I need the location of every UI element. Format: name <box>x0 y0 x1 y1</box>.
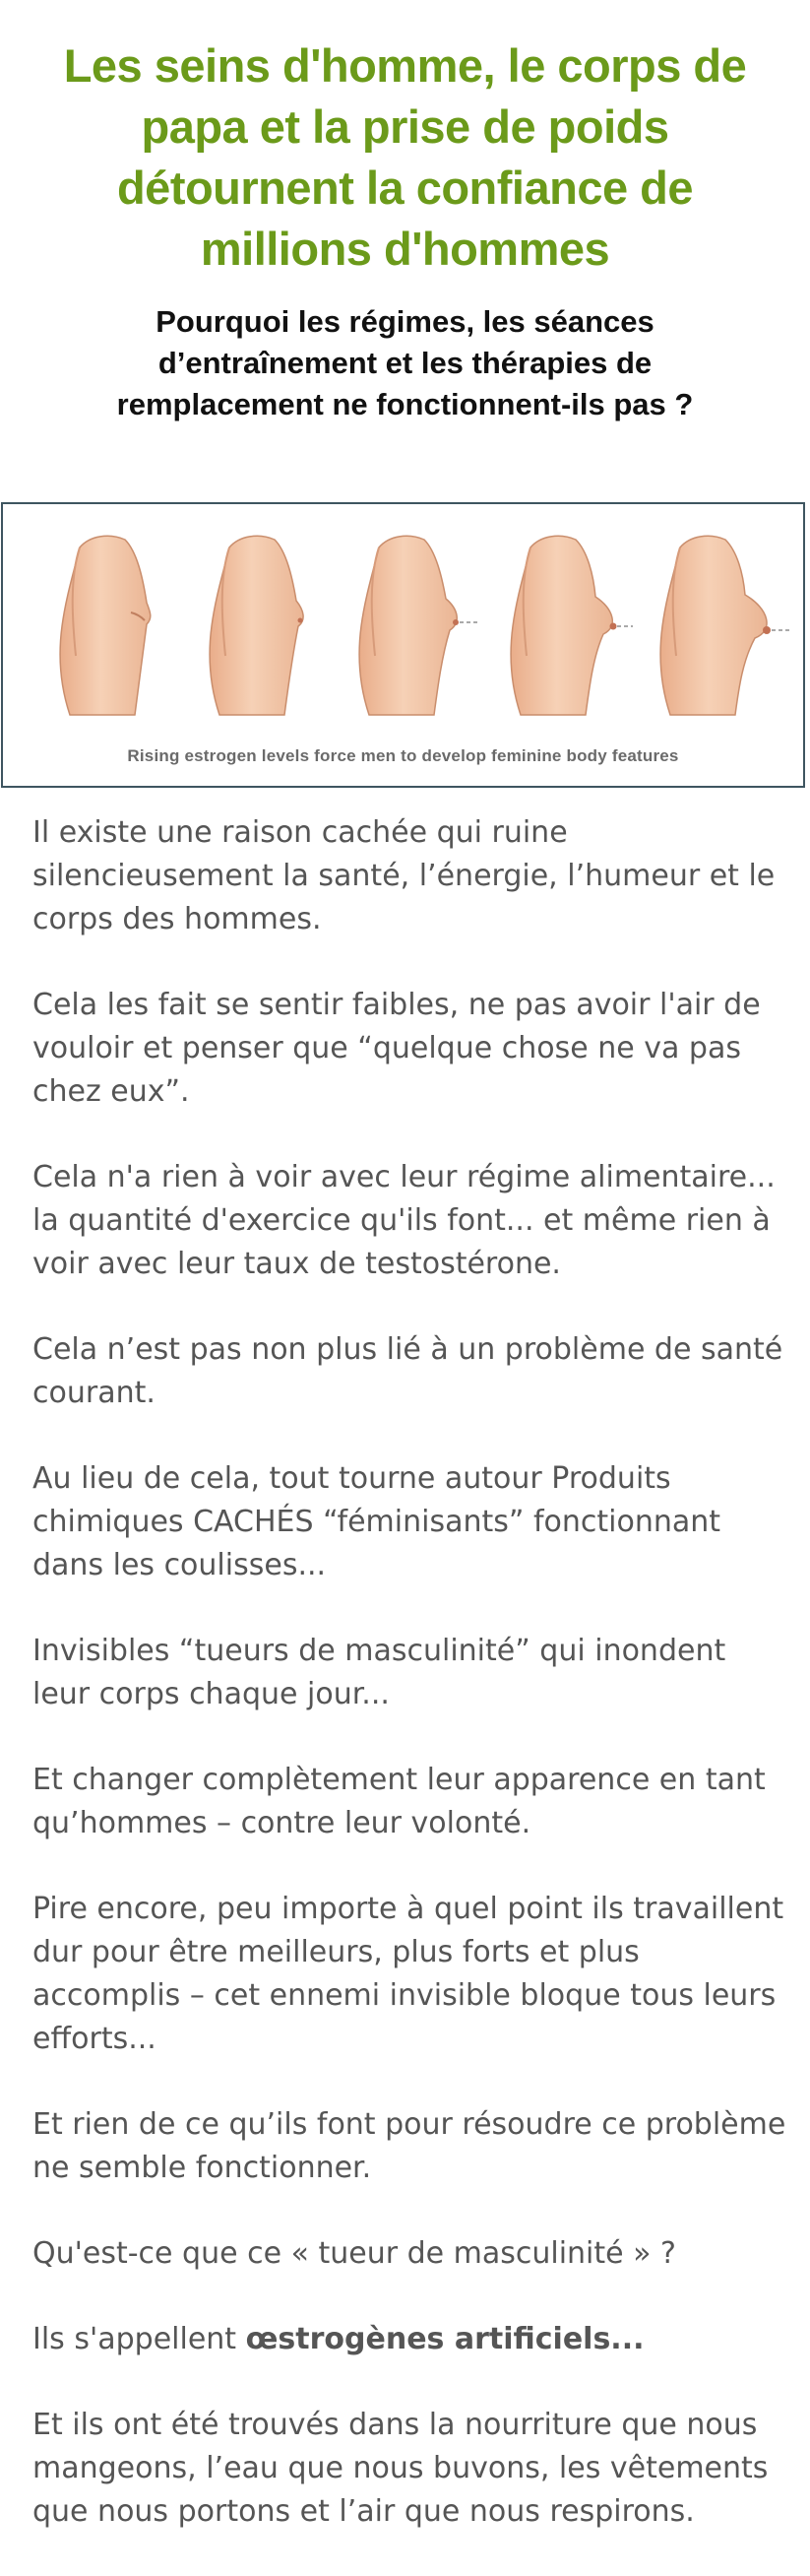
paragraph-7: Et changer complètement leur apparence en tant qu’hommes – contre leur volonté. <box>32 1763 766 1840</box>
headline: Les seins d'homme, le corps de papa et la prise de poids détournent la confiance de millions d'hommes <box>63 39 747 275</box>
paragraph-5: Au lieu de cela, tout tourne autour Produits chimiques CACHÉS “féminisants” fonctionnant dans les coulisses... <box>32 1461 721 1582</box>
paragraph-final: Et ils ont été trouvés dans la nourriture que nous mangeons, l’eau que nous buvons, les vêtements que nous portons et l’air que nous respirons. <box>32 2408 769 2529</box>
paragraph-1: Il existe une raison cachée qui ruine silencieusement la santé, l’énergie, l’humeur et le corps des hommes. <box>32 815 776 936</box>
emphasis-bold: œstrogènes artificiels... <box>245 2322 645 2356</box>
emphasis-prefix: Ils s'appellent <box>32 2322 246 2356</box>
paragraph-10: Qu'est-ce que ce « tueur de masculinité » ? <box>32 2236 676 2271</box>
paragraph-9: Et rien de ce qu’ils font pour résoudre ce problème ne semble fonctionner. <box>32 2107 786 2185</box>
figure-caption: Rising estrogen levels force men to develop feminine body features <box>127 746 679 765</box>
paragraph-3: Cela n'a rien à voir avec leur régime alimentaire... la quantité d'exercice qu'ils font... et même rien à voir avec leur taux de testostérone. <box>32 1160 776 1281</box>
torso-illustration <box>3 504 803 741</box>
body-progression-figure <box>1 502 805 788</box>
subheadline: Pourquoi les régimes, les séances d’entraînement et les thérapies de remplacement ne fonctionnent-ils pas ? <box>116 304 694 421</box>
paragraph-8: Pire encore, peu importe à quel point ils travaillent dur pour être meilleurs, plus forts et plus accomplis – cet ennemi invisible bloque tous leurs efforts... <box>32 1892 784 2056</box>
torso-figure-1 <box>60 536 151 715</box>
torso-figure-2 <box>210 536 303 715</box>
torso-figure-4 <box>511 536 633 715</box>
paragraph-emphasis <box>32 2318 790 2361</box>
paragraph-2: Cela les fait se sentir faibles, ne pas avoir l'air de vouloir et penser que “quelque chose ne va pas chez eux”. <box>32 988 761 1109</box>
torso-figure-3 <box>359 536 479 715</box>
torso-figure-5 <box>660 536 790 715</box>
paragraph-6: Invisibles “tueurs de masculinité” qui inondent leur corps chaque jour... <box>32 1634 726 1711</box>
article-body <box>32 811 790 2576</box>
paragraph-4: Cela n’est pas non plus lié à un problème de santé courant. <box>32 1332 783 1410</box>
